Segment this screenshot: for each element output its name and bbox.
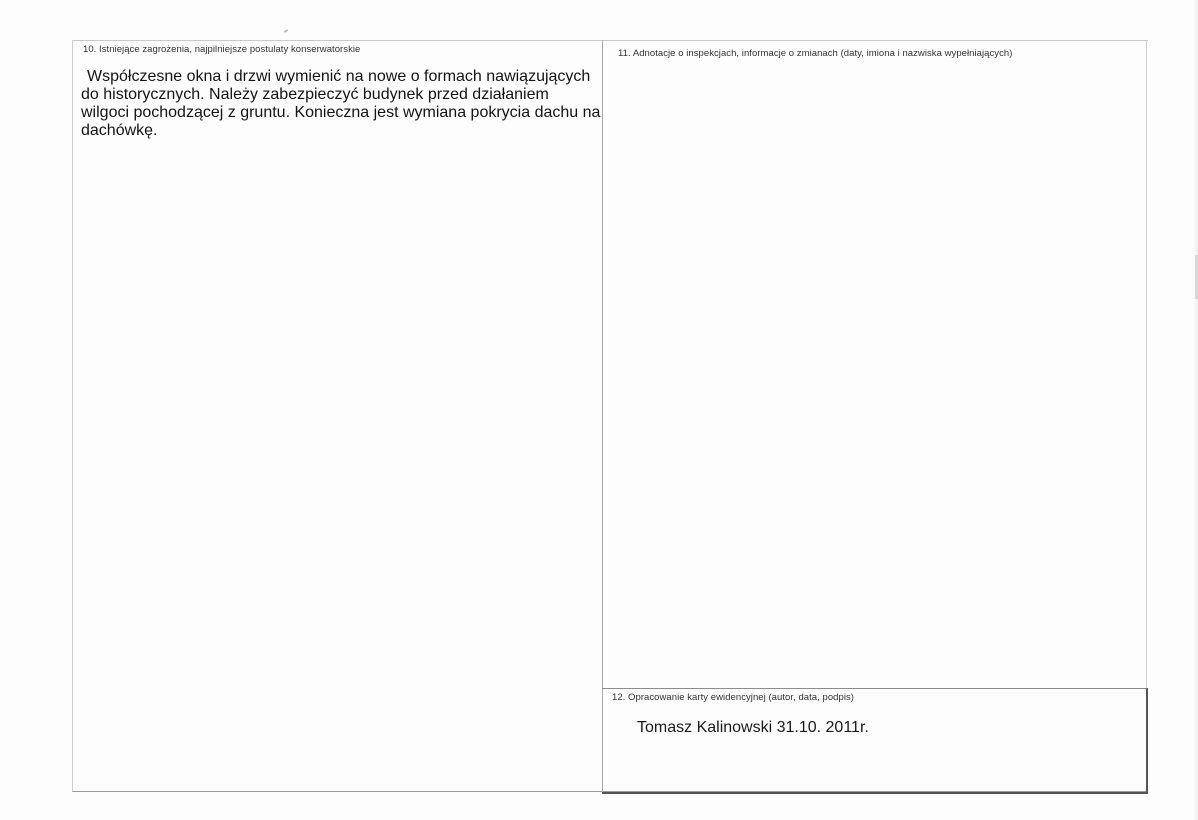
section-12-box (602, 688, 1148, 794)
column-divider (602, 40, 603, 792)
section-11-label: 11. Adnotacje o inspekcjach, informacje o zmianach (daty, imiona i nazwiska wypełniających) (618, 48, 1013, 59)
section-12-label: 12. Opracowanie karty ewidencyjnej (autor, data, podpis) (612, 692, 855, 703)
scan-edge-shadow (1193, 0, 1198, 820)
section-11-frame (602, 40, 1147, 688)
author-date-entry: Tomasz Kalinowski 31.10. 2011r. (637, 719, 869, 736)
section-10-text: Współczesne okna i drzwi wymienić na nowe o formach nawiązujących do historycznych. Należy zabezpieczyć budynek przed działaniem wilgoci pochodzącej z gruntu. Konieczna jest wymiana pokrycia dachu na dachówkę. (81, 68, 601, 139)
scan-speck (284, 29, 288, 33)
section-10-label: 10. Istniejące zagrożenia, najpilniejsze postulaty konserwatorskie (83, 44, 361, 55)
